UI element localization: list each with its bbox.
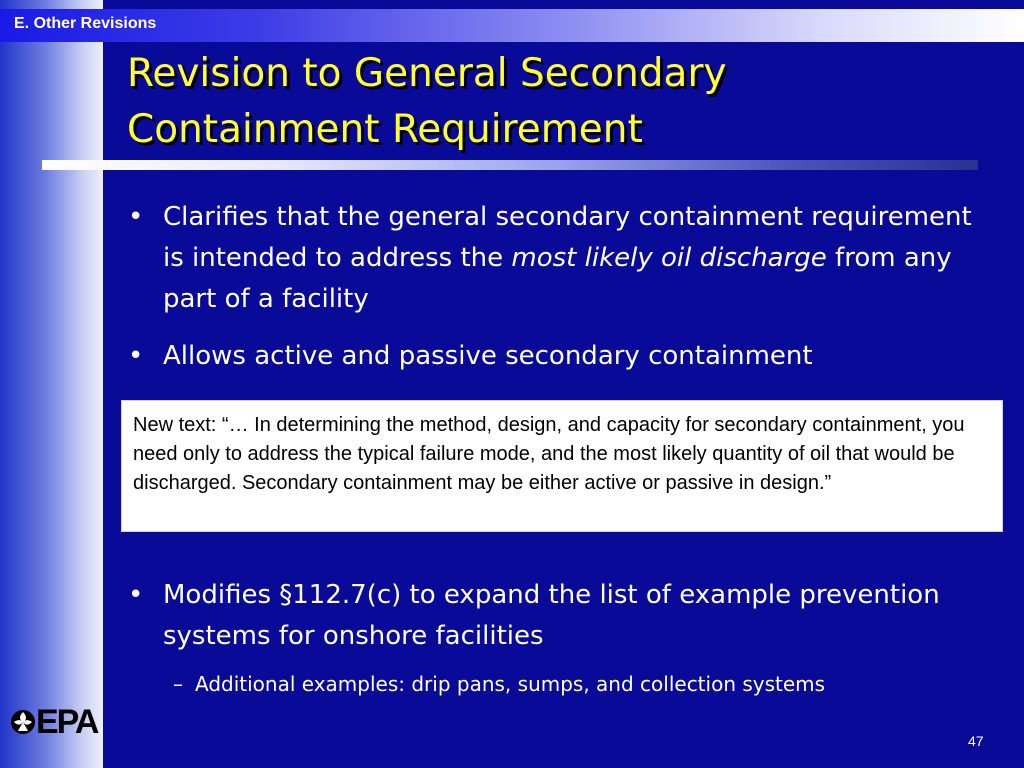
epa-logo-text: EPA xyxy=(36,703,98,741)
bullet-text: Modifies §112.7(c) to expand the list of example prevention systems for onshore facilities xyxy=(163,580,940,651)
slide-title xyxy=(127,46,727,158)
sub-bullet-item xyxy=(173,672,825,696)
bullet-marker: • xyxy=(128,580,144,610)
bullet-marker: • xyxy=(128,341,144,371)
callout-text: New text: “… In determining the method, design, and capacity for secondary containment, you need only to address the typical failure mode, and the most likely quantity of oil that would be discharged. Secondary containment may be either active or passive in design.” xyxy=(133,414,965,494)
bullet-text-emphasis: most likely oil discharge xyxy=(511,243,827,273)
bullet-item xyxy=(128,575,988,659)
page-number: 47 xyxy=(968,733,984,749)
sub-bullet-marker: – xyxy=(173,672,183,696)
bullet-text xyxy=(163,197,988,320)
bullet-text: Allows active and passive secondary containment xyxy=(163,341,813,371)
title-line-1: Revision to General Secondary xyxy=(127,51,727,96)
bullet-text-part: Clarifies that the general secondary containment requirement is intended to address the xyxy=(163,202,972,273)
bullet-item xyxy=(128,197,988,327)
sub-bullet-text: Additional examples: drip pans, sumps, and collection systems xyxy=(195,672,826,696)
bullet-marker: • xyxy=(128,202,144,232)
epa-flower-icon xyxy=(10,707,36,737)
title-line-2: Containment Requirement xyxy=(127,107,643,152)
section-label: E. Other Revisions xyxy=(14,15,157,32)
new-text-callout-box xyxy=(121,400,1003,532)
left-gradient-band xyxy=(0,0,103,768)
bullet-text-part: from any part of a facility xyxy=(163,243,952,314)
bullet-item xyxy=(128,336,988,378)
title-underline xyxy=(42,160,978,170)
epa-logo xyxy=(10,704,98,742)
